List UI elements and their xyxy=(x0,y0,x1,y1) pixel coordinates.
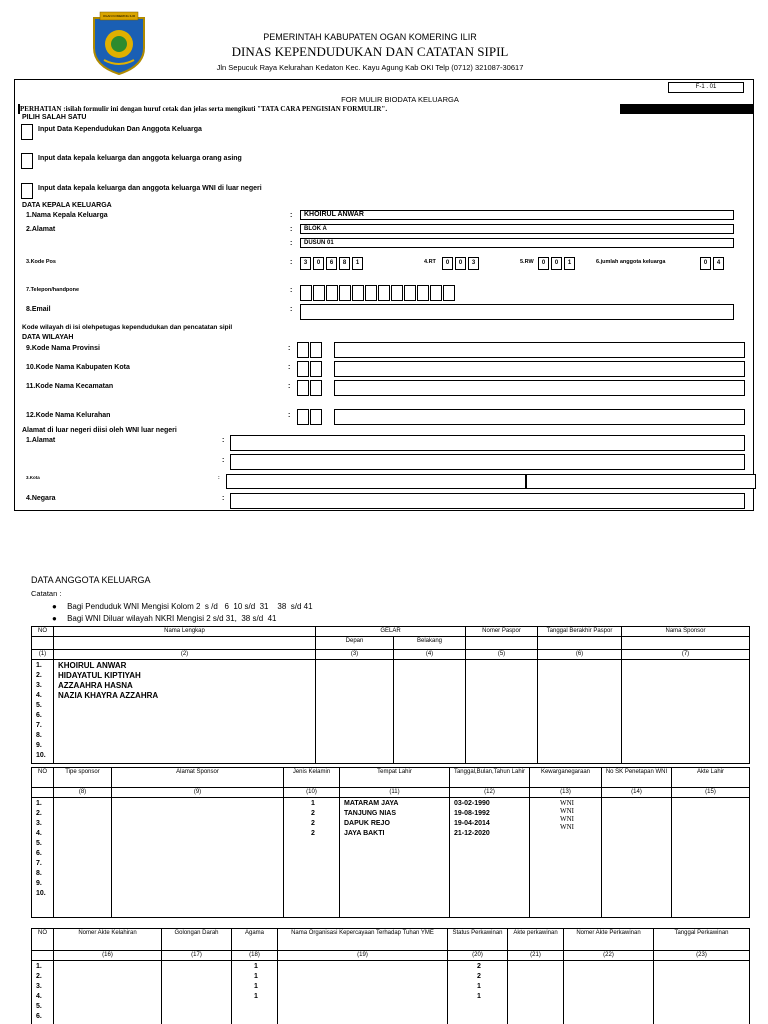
ln-alamat-label: 1.Alamat xyxy=(26,437,56,444)
kodepos-digits[interactable] xyxy=(300,257,365,270)
names-cell xyxy=(54,660,316,764)
col-header: NO xyxy=(32,929,54,951)
rw-digits[interactable] xyxy=(538,257,577,270)
digit[interactable]: 0 xyxy=(442,257,453,270)
col-num: (15) xyxy=(672,788,750,798)
option1-label: Input Data Kependudukan Dan Anggota Keluarga xyxy=(38,126,202,133)
colon: : xyxy=(290,240,293,247)
rt-label: 4.RT xyxy=(424,259,436,265)
catatan-label: Catatan : xyxy=(31,589,62,598)
bullet-1: ● Bagi Penduduk WNI Mengisi Kolom 2 s /d 6 10 s/d 31 38 s/d 41 xyxy=(52,602,313,611)
agama: 1 xyxy=(254,983,258,990)
digit[interactable]: 4 xyxy=(713,257,724,270)
status-kawin: 1 xyxy=(477,983,481,990)
option2-checkbox[interactable] xyxy=(21,153,33,169)
form-code: F-1 . 01 xyxy=(668,82,744,93)
kewarganegaraan: WNI xyxy=(560,807,574,815)
row-no: 9. xyxy=(36,880,42,887)
telp-label: 7.Telepon/handpone xyxy=(26,287,80,293)
col-num: (19) xyxy=(278,951,448,961)
col-num: (17) xyxy=(162,951,232,961)
tgl-lahir: 21-12-2020 xyxy=(454,830,490,837)
wilayah-label-2: 10.Kode Nama Kabupaten Kota xyxy=(26,364,130,371)
col-num: (8) xyxy=(54,788,112,798)
col-header: Nama Lengkap xyxy=(54,627,316,637)
header-line1: PEMERINTAH KABUPATEN OGAN KOMERING ILIR xyxy=(263,32,477,42)
colon: : xyxy=(290,226,293,233)
kewarganegaraan: WNI xyxy=(560,799,574,807)
col-header: Akte perkawinan xyxy=(508,929,564,951)
wilayah-code-1a[interactable] xyxy=(297,342,309,358)
col-num: (11) xyxy=(340,788,450,798)
digit[interactable]: 6 xyxy=(326,257,337,270)
jenis-kelamin: 2 xyxy=(311,820,315,827)
colon: : xyxy=(222,495,225,502)
status-kawin: 2 xyxy=(477,973,481,980)
col-header: Nama Organisasi Kepercayaan Terhadap Tuhan YME xyxy=(278,929,448,951)
row-no: 8. xyxy=(36,870,42,877)
header-line3: Jln Sepucuk Raya Kelurahan Kedaton Kec. Kayu Agung Kab OKI Telp (0712) 321087-30617 xyxy=(216,63,524,72)
colon: : xyxy=(290,259,293,266)
col-header: Nama Sponsor xyxy=(622,627,750,637)
wilayah-label-4: 12.Kode Nama Kelurahan xyxy=(26,412,111,419)
col-header: GELAR xyxy=(316,627,466,637)
col-num: (16) xyxy=(54,951,162,961)
row-no: 1. xyxy=(36,662,42,669)
status-kawin-cell xyxy=(448,961,508,1024)
logo-text: OGAN KOMERING ILIR xyxy=(102,14,136,18)
ln-alamat-field-2[interactable] xyxy=(230,454,745,470)
colon: : xyxy=(222,437,225,444)
digit[interactable]: 3 xyxy=(468,257,479,270)
colon: : xyxy=(288,412,291,419)
wilayah-code-2b[interactable] xyxy=(310,361,322,377)
col-num: (5) xyxy=(466,650,538,660)
jumlah-digits[interactable] xyxy=(700,257,726,270)
row-no: 4. xyxy=(36,830,42,837)
wilayah-code-1b[interactable] xyxy=(310,342,322,358)
ln-kota-field[interactable] xyxy=(226,474,526,489)
col-num: (7) xyxy=(622,650,750,660)
col-header: Alamat Sponsor xyxy=(112,768,284,788)
col-num: (1) xyxy=(32,650,54,660)
row-no: 10. xyxy=(36,890,46,897)
tempat-lahir: TANJUNG NIAS xyxy=(344,810,396,817)
col-subheader: Depan xyxy=(316,637,394,650)
digit[interactable]: 0 xyxy=(538,257,549,270)
agama: 1 xyxy=(254,963,258,970)
row-no: 2. xyxy=(36,810,42,817)
col-header: Tanggal Berakhir Paspor xyxy=(538,627,622,637)
wilayah-name-2[interactable] xyxy=(334,361,745,377)
rt-digits[interactable] xyxy=(442,257,481,270)
col-num: (10) xyxy=(284,788,340,798)
pilih-label: PILIH SALAH SATU xyxy=(22,114,87,121)
jenis-kelamin: 1 xyxy=(311,800,315,807)
col-num: (9) xyxy=(112,788,284,798)
col-num: (23) xyxy=(654,951,750,961)
wilayah-code-3b[interactable] xyxy=(310,380,322,396)
col-header: Nomer Akte Kelahiran xyxy=(54,929,162,951)
tgl-lahir: 19-08-1992 xyxy=(454,810,490,817)
nama-label: 1.Nama Kepala Keluarga xyxy=(26,212,108,219)
tgl-lahir: 03-02-1990 xyxy=(454,800,490,807)
row-no: 10. xyxy=(36,752,46,759)
col-header: Status Perkawinan xyxy=(448,929,508,951)
col-header: Kewarganegaraan xyxy=(530,768,602,788)
row-no: 2. xyxy=(36,973,42,980)
kewarganegaraan-cell xyxy=(530,798,602,918)
col-num: (18) xyxy=(232,951,278,961)
row-no: 3. xyxy=(36,682,42,689)
logo xyxy=(90,10,148,76)
col-header: Tempat Lahir xyxy=(340,768,450,788)
jumlah-label: 6.jumlah anggota keluarga xyxy=(596,259,666,265)
colon: : xyxy=(290,306,293,313)
ln-kota-field-2[interactable] xyxy=(526,474,756,489)
col-header: Akte Lahir xyxy=(672,768,750,788)
row-no: 5. xyxy=(36,1003,42,1010)
row-no: 7. xyxy=(36,860,42,867)
bullet-2: ● Bagi WNI Diluar wilayah NKRI Mengisi 2 s/d 31, 38 s/d 41 xyxy=(52,614,277,623)
ln-negara-field[interactable] xyxy=(230,493,745,509)
row-no: 3. xyxy=(36,820,42,827)
digit[interactable]: 1 xyxy=(564,257,575,270)
tempat-lahir-cell xyxy=(340,798,450,918)
table-2 xyxy=(31,767,750,918)
digit[interactable]: 8 xyxy=(339,257,350,270)
col-header: NO xyxy=(32,627,54,637)
wilayah-code-4a[interactable] xyxy=(297,409,309,425)
option3-label: Input data kepala keluarga dan anggota keluarga WNI di luar negeri xyxy=(38,185,262,192)
wilayah-code-2a[interactable] xyxy=(297,361,309,377)
kewarganegaraan: WNI xyxy=(560,823,574,831)
agama: 1 xyxy=(254,973,258,980)
wilayah-name-1[interactable] xyxy=(334,342,745,358)
row-no: 5. xyxy=(36,702,42,709)
col-num: (21) xyxy=(508,951,564,961)
col-num: (6) xyxy=(538,650,622,660)
digit[interactable]: 1 xyxy=(352,257,363,270)
form-title: FOR MULIR BIODATA KELUARGA xyxy=(341,95,459,104)
anggota-title: DATA ANGGOTA KELUARGA xyxy=(31,575,151,585)
row-no: 3. xyxy=(36,983,42,990)
email-field[interactable] xyxy=(300,304,734,320)
colon: : xyxy=(290,287,293,294)
digit[interactable]: 0 xyxy=(551,257,562,270)
row-no: 8. xyxy=(36,732,42,739)
wilayah-title: DATA WILAYAH xyxy=(22,334,74,341)
alamat-field-2[interactable]: DUSUN 01 xyxy=(300,238,734,248)
data-kk-title: DATA KEPALA KELUARGA xyxy=(22,202,112,209)
row-no: 1. xyxy=(36,963,42,970)
colon: : xyxy=(288,345,291,352)
wilayah-name-3[interactable] xyxy=(334,380,745,396)
col-num: (2) xyxy=(54,650,316,660)
member-name: KHOIRUL ANWAR xyxy=(58,661,127,670)
row-no: 4. xyxy=(36,993,42,1000)
status-kawin: 1 xyxy=(477,993,481,1000)
bullet-1-text: Bagi Penduduk WNI Mengisi Kolom 2 s /d 6 10 s/d 31 38 s/d 41 xyxy=(67,602,313,611)
digit[interactable]: 3 xyxy=(300,257,311,270)
col-header: Jenis Kelamin xyxy=(284,768,340,788)
bullet-2-text: Bagi WNI Diluar wilayah NKRI Mengisi 2 s/d 31, 38 s/d 41 xyxy=(67,614,277,623)
status-kawin: 2 xyxy=(477,963,481,970)
wilayah-code-4b[interactable] xyxy=(310,409,322,425)
wilayah-name-4[interactable] xyxy=(334,409,745,425)
col-header: Nomer Paspor xyxy=(466,627,538,637)
table-3 xyxy=(31,928,750,1024)
telp-cells[interactable] xyxy=(300,285,456,301)
row-no: 5. xyxy=(36,840,42,847)
col-header: No SK Penetapan WNI xyxy=(602,768,672,788)
ln-alamat-field-1[interactable] xyxy=(230,435,745,451)
jenis-kelamin-cell xyxy=(284,798,340,918)
nama-field[interactable]: KHOIRUL ANWAR xyxy=(300,210,734,220)
rw-label: 5.RW xyxy=(520,259,534,265)
option3-checkbox[interactable] xyxy=(21,183,33,199)
colon: : xyxy=(288,383,291,390)
kewarganegaraan: WNI xyxy=(560,815,574,823)
alamat-field-1[interactable]: BLOK A xyxy=(300,224,734,234)
colon: : xyxy=(288,364,291,371)
row-no: 4. xyxy=(36,692,42,699)
tempat-lahir: MATARAM JAYA xyxy=(344,800,399,807)
tgl-lahir: 19-04-2014 xyxy=(454,820,490,827)
row-no: 6. xyxy=(36,850,42,857)
option1-checkbox[interactable] xyxy=(21,124,33,140)
wilayah-label-1: 9.Kode Nama Provinsi xyxy=(26,345,100,352)
col-num: (20) xyxy=(448,951,508,961)
col-header: Agama xyxy=(232,929,278,951)
member-name: NAZIA KHAYRA AZZAHRA xyxy=(58,691,159,700)
colon: : xyxy=(290,212,293,219)
row-nos xyxy=(32,961,54,1024)
col-num: (4) xyxy=(394,650,466,660)
col-num: (14) xyxy=(602,788,672,798)
col-header: Nomer Akte Perkawinan xyxy=(564,929,654,951)
kode-note: Kode wilayah di isi olehpetugas kependudukan dan pencatatan sipil xyxy=(22,324,233,331)
tempat-lahir: DAPUK REJO xyxy=(344,820,390,827)
ln-kota-label: 3.Kota xyxy=(26,475,40,480)
agama-cell xyxy=(232,961,278,1024)
table-1 xyxy=(31,626,750,764)
wilayah-label-3: 11.Kode Nama Kecamatan xyxy=(26,383,114,390)
col-header: Tanggal,Bulan,Tahun Lahir xyxy=(450,768,530,788)
row-nos xyxy=(32,660,54,764)
row-no: 6. xyxy=(36,1013,42,1020)
ln-title: Alamat di luar negeri diisi oleh WNI luar negeri xyxy=(22,427,177,434)
row-no: 9. xyxy=(36,742,42,749)
col-num: (22) xyxy=(564,951,654,961)
col-num: (3) xyxy=(316,650,394,660)
row-nos xyxy=(32,798,54,918)
agama: 1 xyxy=(254,993,258,1000)
email-label: 8.Email xyxy=(26,306,51,313)
col-num: (12) xyxy=(450,788,530,798)
col-num: (13) xyxy=(530,788,602,798)
row-no: 7. xyxy=(36,722,42,729)
header-line2: DINAS KEPENDUDUKAN DAN CATATAN SIPIL xyxy=(231,44,509,59)
alamat-label: 2.Alamat xyxy=(26,226,56,233)
jenis-kelamin: 2 xyxy=(311,810,315,817)
wilayah-code-3a[interactable] xyxy=(297,380,309,396)
tgl-lahir-cell xyxy=(450,798,530,918)
col-header: Tipe sponsor xyxy=(54,768,112,788)
col-subheader: Belakang xyxy=(394,637,466,650)
col-header: Golongan Darah xyxy=(162,929,232,951)
ln-negara-label: 4.Negara xyxy=(26,495,56,502)
colon: : xyxy=(222,457,225,464)
row-no: 2. xyxy=(36,672,42,679)
member-name: HIDAYATUL KIPTIYAH xyxy=(58,671,141,680)
notice-text: PERHATIAN :isilah formulir ini dengan huruf cetak dan jelas serta mengikuti "TATA CARA PENGISIAN FORMULIR". xyxy=(20,104,620,114)
jenis-kelamin: 2 xyxy=(311,830,315,837)
digit[interactable]: 0 xyxy=(700,257,711,270)
tempat-lahir: JAYA BAKTI xyxy=(344,830,385,837)
kodepos-label: 3.Kode Pos xyxy=(26,259,56,265)
digit[interactable]: 0 xyxy=(455,257,466,270)
row-no: 6. xyxy=(36,712,42,719)
col-header: NO xyxy=(32,768,54,788)
row-no: 1. xyxy=(36,800,42,807)
colon: : xyxy=(218,475,220,481)
option2-label: Input data kepala keluarga dan anggota keluarga orang asing xyxy=(38,155,242,162)
col-header: Tanggal Perkawinan xyxy=(654,929,750,951)
member-name: AZZAAHRA HASNA xyxy=(58,681,133,690)
digit[interactable]: 0 xyxy=(313,257,324,270)
